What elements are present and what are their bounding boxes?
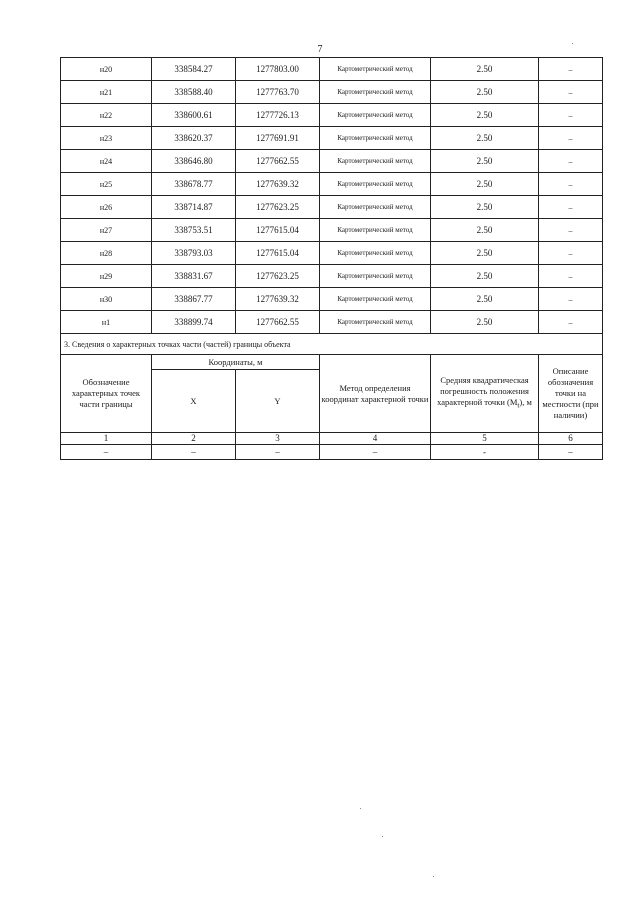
coord-x: 338620.37 <box>152 127 236 150</box>
table-row <box>61 219 603 242</box>
header-description: Описание обозначения точки на местности (при наличии) <box>539 355 603 433</box>
accuracy-cell: 2.50 <box>431 58 539 81</box>
point-name: н23 <box>61 127 152 150</box>
table-row <box>61 173 603 196</box>
description-cell: – <box>539 242 603 265</box>
table-row <box>61 288 603 311</box>
coord-x: 338899.74 <box>152 311 236 334</box>
point-name: н20 <box>61 58 152 81</box>
boundary-points-table <box>60 57 603 460</box>
method-cell: Картометрический метод <box>320 104 431 127</box>
description-cell: – <box>539 311 603 334</box>
accuracy-cell: 2.50 <box>431 173 539 196</box>
method-cell: Картометрический метод <box>320 58 431 81</box>
coord-y: 1277662.55 <box>236 150 320 173</box>
method-cell: Картометрический метод <box>320 196 431 219</box>
header-x: X <box>152 370 236 433</box>
coord-x: 338831.67 <box>152 265 236 288</box>
accuracy-cell: 2.50 <box>431 219 539 242</box>
point-name: н24 <box>61 150 152 173</box>
accuracy-cell: 2.50 <box>431 150 539 173</box>
method-cell: Картометрический метод <box>320 150 431 173</box>
empty-cell: – <box>320 445 431 460</box>
header-coordinates: Координаты, м <box>152 355 320 370</box>
accuracy-cell: 2.50 <box>431 127 539 150</box>
column-number: 2 <box>152 433 236 445</box>
method-cell: Картометрический метод <box>320 311 431 334</box>
header-y: Y <box>236 370 320 433</box>
description-cell: – <box>539 58 603 81</box>
section3-title: 3. Сведения о характерных точках части (частей) границы объекта <box>61 334 603 355</box>
coord-x: 338678.77 <box>152 173 236 196</box>
table-row <box>61 242 603 265</box>
table-row <box>61 104 603 127</box>
header-accuracy: Средняя квадратическая погрешность положения характерной точки $(М_t)$, м <box>431 355 539 433</box>
coord-x: 338867.77 <box>152 288 236 311</box>
description-cell: – <box>539 104 603 127</box>
coord-y: 1277623.25 <box>236 196 320 219</box>
empty-cell: – <box>236 445 320 460</box>
header-designation: Обозначение характерных точек части границы <box>61 355 152 433</box>
description-cell: – <box>539 81 603 104</box>
method-cell: Картометрический метод <box>320 242 431 265</box>
coord-y: 1277639.32 <box>236 288 320 311</box>
coord-y: 1277726.13 <box>236 104 320 127</box>
description-cell: – <box>539 219 603 242</box>
method-cell: Картометрический метод <box>320 81 431 104</box>
point-name: н26 <box>61 196 152 219</box>
coord-y: 1277691.91 <box>236 127 320 150</box>
column-number: 6 <box>539 433 603 445</box>
description-cell: – <box>539 150 603 173</box>
column-number: 4 <box>320 433 431 445</box>
method-cell: Картометрический метод <box>320 265 431 288</box>
method-cell: Картометрический метод <box>320 219 431 242</box>
empty-cell: - <box>431 445 539 460</box>
coord-x: 338714.87 <box>152 196 236 219</box>
point-name: н1 <box>61 311 152 334</box>
coord-x: 338646.80 <box>152 150 236 173</box>
coord-x: 338584.27 <box>152 58 236 81</box>
column-number-row <box>61 433 603 445</box>
coord-x: 338588.40 <box>152 81 236 104</box>
point-name: н30 <box>61 288 152 311</box>
method-cell: Картометрический метод <box>320 288 431 311</box>
boundary-points-body <box>61 58 603 334</box>
point-name: н22 <box>61 104 152 127</box>
description-cell: – <box>539 127 603 150</box>
accuracy-cell: 2.50 <box>431 311 539 334</box>
method-cell: Картометрический метод <box>320 127 431 150</box>
table-row <box>61 150 603 173</box>
coord-y: 1277763.70 <box>236 81 320 104</box>
column-number: 5 <box>431 433 539 445</box>
description-cell: – <box>539 173 603 196</box>
accuracy-cell: 2.50 <box>431 196 539 219</box>
table-row <box>61 311 603 334</box>
table-row <box>61 196 603 219</box>
coord-x: 338753.51 <box>152 219 236 242</box>
accuracy-cell: 2.50 <box>431 288 539 311</box>
point-name: н21 <box>61 81 152 104</box>
coord-y: 1277615.04 <box>236 219 320 242</box>
point-name: н27 <box>61 219 152 242</box>
point-name: н28 <box>61 242 152 265</box>
table-row <box>61 81 603 104</box>
coord-y: 1277662.55 <box>236 311 320 334</box>
coord-x: 338600.61 <box>152 104 236 127</box>
accuracy-cell: 2.50 <box>431 104 539 127</box>
point-name: н29 <box>61 265 152 288</box>
accuracy-cell: 2.50 <box>431 265 539 288</box>
table-row <box>61 265 603 288</box>
accuracy-cell: 2.50 <box>431 81 539 104</box>
coord-x: 338793.03 <box>152 242 236 265</box>
table-row <box>61 127 603 150</box>
point-name: н25 <box>61 173 152 196</box>
description-cell: – <box>539 196 603 219</box>
table-row <box>61 58 603 81</box>
column-number: 3 <box>236 433 320 445</box>
accuracy-cell: 2.50 <box>431 242 539 265</box>
coord-y: 1277615.04 <box>236 242 320 265</box>
empty-cell: – <box>539 445 603 460</box>
empty-cell: – <box>152 445 236 460</box>
column-number: 1 <box>61 433 152 445</box>
method-cell: Картометрический метод <box>320 173 431 196</box>
coord-y: 1277803.00 <box>236 58 320 81</box>
empty-cell: – <box>61 445 152 460</box>
header-method: Метод определения координат характерной точки <box>320 355 431 433</box>
page-number: 7 <box>317 44 323 55</box>
description-cell: – <box>539 288 603 311</box>
coord-y: 1277623.25 <box>236 265 320 288</box>
empty-row <box>61 445 603 460</box>
coord-y: 1277639.32 <box>236 173 320 196</box>
description-cell: – <box>539 265 603 288</box>
